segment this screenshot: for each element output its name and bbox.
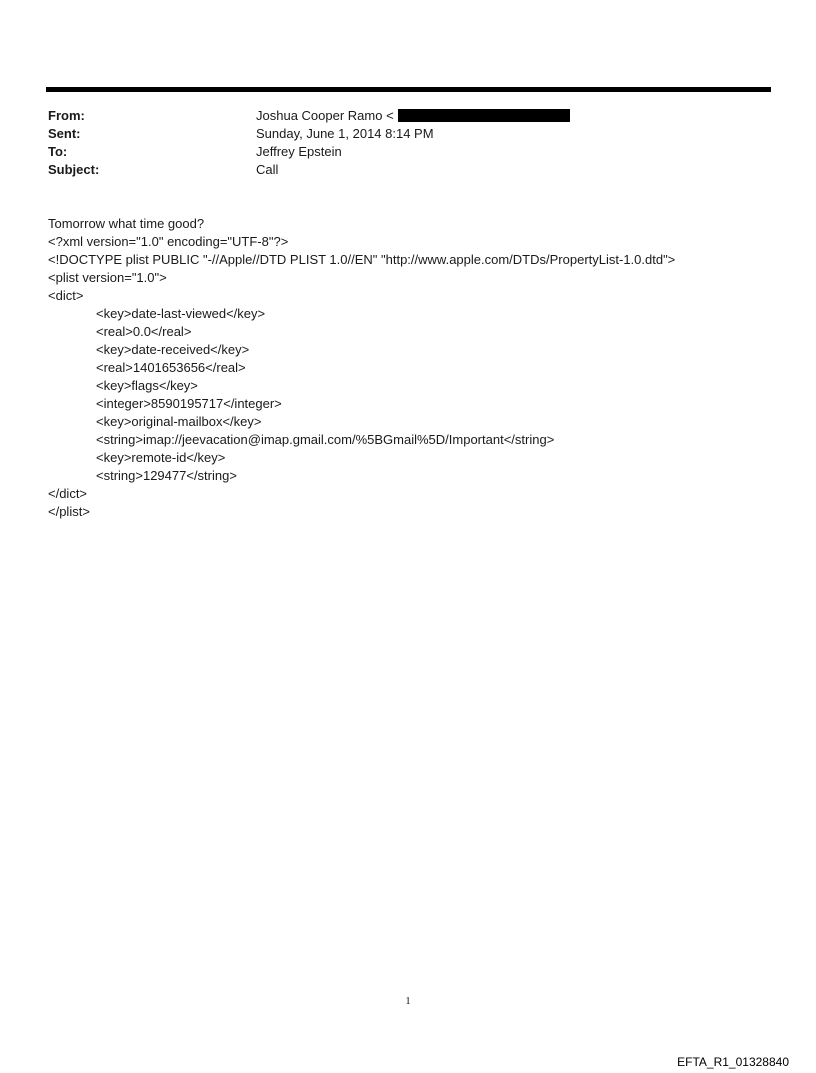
subject-row <box>48 161 748 179</box>
from-label: From: <box>48 108 85 123</box>
subject-label: Subject: <box>48 162 100 177</box>
body-line: </dict> <box>48 486 88 501</box>
body-line: <?xml version="1.0" encoding="UTF-8"?> <box>48 234 289 249</box>
sent-value: Sunday, June 1, 2014 8:14 PM <box>256 126 434 141</box>
header-divider <box>46 87 771 92</box>
document-id: EFTA_R1_01328840 <box>677 1055 789 1069</box>
to-row <box>48 143 748 161</box>
body-line: <plist version="1.0"> <box>48 270 167 285</box>
redaction-block <box>398 109 570 122</box>
body-line: <key>date-received</key> <box>96 342 250 357</box>
body-line: <integer>8590195717</integer> <box>96 396 282 411</box>
body-line: <key>flags</key> <box>96 378 198 393</box>
body-line: </plist> <box>48 504 90 519</box>
body-line: Tomorrow what time good? <box>48 216 205 231</box>
email-body <box>48 215 788 521</box>
body-line: <real>0.0</real> <box>96 324 192 339</box>
sent-row <box>48 125 748 143</box>
from-row <box>48 107 748 125</box>
body-line: <key>date-last-viewed</key> <box>96 306 266 321</box>
body-line: <real>1401653656</real> <box>96 360 246 375</box>
body-line: <!DOCTYPE plist PUBLIC "-//Apple//DTD PLIST 1.0//EN" "http://www.apple.com/DTDs/PropertyList-1.0.dtd"> <box>48 252 676 267</box>
sent-label: Sent: <box>48 126 81 141</box>
body-line: <dict> <box>48 288 84 303</box>
page-number: 1 <box>405 995 411 1007</box>
from-name: Joshua Cooper Ramo < <box>256 108 394 123</box>
body-line: <key>original-mailbox</key> <box>96 414 262 429</box>
body-line: <key>remote-id</key> <box>96 450 226 465</box>
to-label: To: <box>48 144 68 159</box>
body-line: <string>imap://jeevacation@imap.gmail.com/%5BGmail%5D/Important</string> <box>96 432 555 447</box>
from-value <box>256 107 570 125</box>
subject-value: Call <box>256 162 279 177</box>
body-line: <string>129477</string> <box>96 468 237 483</box>
to-value: Jeffrey Epstein <box>256 144 342 159</box>
email-header <box>48 107 748 179</box>
